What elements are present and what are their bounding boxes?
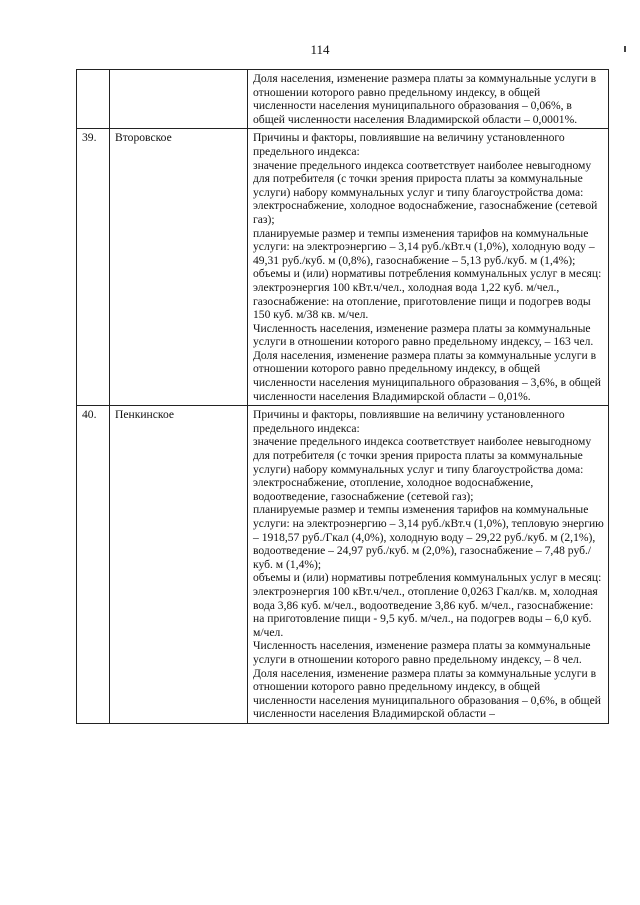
description-cell bbox=[248, 406, 609, 724]
paragraph: значение предельного индекса соответствует наиболее невыгодному для потребителя (с точки зрения прироста платы за коммунальные услуги) набору коммунальных услуг и типу благоустройства дома: электроснабжение, отопление, холодное водоснабжение, водоотведение, газоснабжение (сетевой газ); bbox=[253, 435, 592, 503]
table-row-vtorovskoe bbox=[77, 129, 609, 406]
paragraph: планируемые размер и темпы изменения тарифов на коммунальные услуги: на электроэнергию – 3,14 руб./кВт.ч (1,0%), холодную воду – 49,31 руб./куб. м (0,8%), газоснабжение – 5,13 руб./куб. м (1,4%); bbox=[253, 226, 595, 267]
page-number: 114 bbox=[310, 42, 330, 57]
table-row-penkinskoe bbox=[77, 406, 609, 724]
paragraph: Численность населения, изменение размера платы за коммунальные услуги в отношении которого равно предельному индексу, – 8 чел. bbox=[253, 639, 591, 666]
municipality-name: Пенкинское bbox=[110, 406, 248, 724]
paragraph: Причины и факторы, повлиявшие на величину установленного предельного индекса: bbox=[253, 408, 565, 435]
paragraph: объемы и (или) нормативы потребления коммунальных услуг в месяц: электроэнергия 100 кВт.ч/чел., холодная вода 1,22 куб. м/чел., газоснабжение: на отопление, приготовление пищи и подогрев воды 150 куб. м/38 кв. м/чел. bbox=[253, 267, 602, 322]
row-number: 40. bbox=[77, 406, 110, 724]
description-cell bbox=[248, 70, 609, 129]
utility-index-table bbox=[76, 69, 609, 724]
paragraph: планируемые размер и темпы изменения тарифов на коммунальные услуги: на электроэнергию – 3,14 руб./кВт.ч (1,0%), тепловую энергию – 1918,57 руб./Гкал (4,0%), холодную воду – 29,22 руб./куб. м (2,1%), водоотведение – 24,97 руб./куб. м (2,0%), газоснабжение – 7,48 руб./куб. м (1,4%); bbox=[253, 503, 604, 571]
municipality-name bbox=[110, 70, 248, 129]
municipality-name: Второвское bbox=[110, 129, 248, 406]
row-number: 39. bbox=[77, 129, 110, 406]
paragraph: Доля населения, изменение размера платы за коммунальные услуги в отношении которого равно предельному индексу, в общей численности населения муниципального образования – 3,6%, в общей численности населения Владимирской области – 0,01%. bbox=[253, 348, 601, 403]
paragraph: объемы и (или) нормативы потребления коммунальных услуг в месяц: электроэнергия 100 кВт.ч/чел., отопление 0,0263 Гкал/кв. м, холодная вода 3,86 куб. м/чел., водоотведение 3,86 куб. м/чел., газоснабжение: на приготовление пищи - 9,5 куб. м/чел., на подогрев воды – 6,0 куб. м/чел. bbox=[253, 571, 602, 639]
paragraph: Причины и факторы, повлиявшие на величину установленного предельного индекса: bbox=[253, 131, 565, 158]
description-cell bbox=[248, 129, 609, 406]
scan-edge-mark bbox=[624, 46, 626, 52]
table-row-continuation bbox=[77, 70, 609, 129]
paragraph: значение предельного индекса соответствует наиболее невыгодному для потребителя (с точки зрения прироста платы за коммунальные услуги) набору коммунальных услуг и типу благоустройства дома: электроснабжение, холодное водоснабжение, газоснабжение (сетевой газ); bbox=[253, 158, 598, 226]
paragraph: Численность населения, изменение размера платы за коммунальные услуги в отношении которого равно предельному индексу, – 163 чел. bbox=[253, 321, 594, 349]
paragraph: Доля населения, изменение размера платы за коммунальные услуги в отношении которого равно предельному индексу, в общей численности населения муниципального образования – 0,06%, в общей численности населения Владимирской области – 0,0001%. bbox=[253, 72, 597, 126]
paragraph: Доля населения, изменение размера платы за коммунальные услуги в отношении которого равно предельному индексу, в общей численности населения муниципального образования – 0,6%, в общей численности населения Владимирской области – bbox=[253, 666, 601, 721]
row-number bbox=[77, 70, 110, 129]
